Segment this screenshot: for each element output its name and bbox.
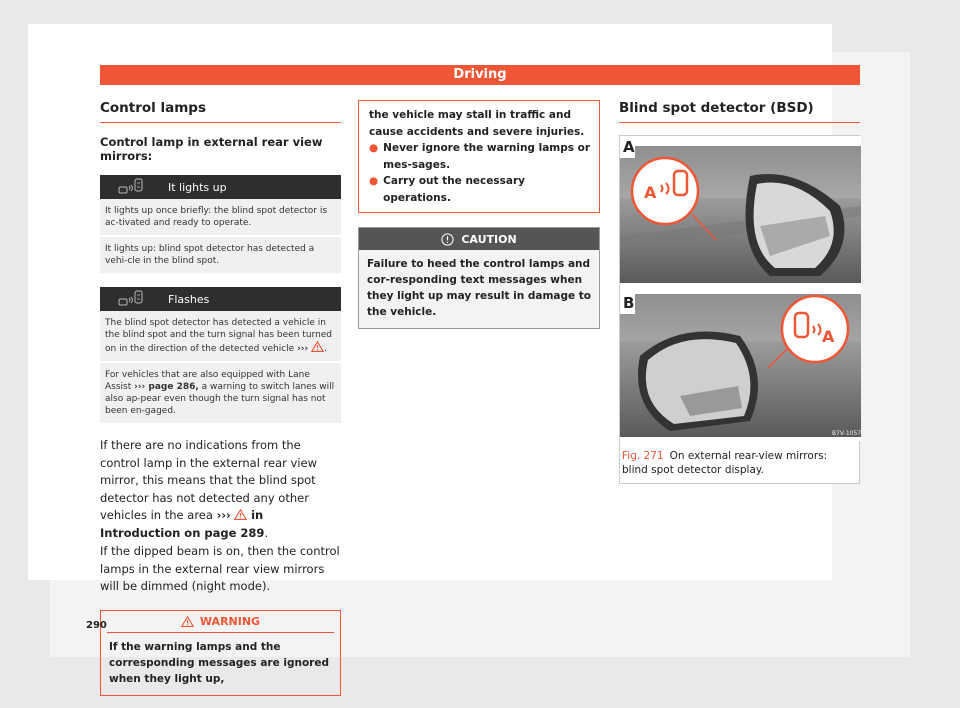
blind-spot-lamp-icon [118, 178, 158, 196]
fig-label-b: B [623, 294, 635, 312]
warning-text: If the warning lamps and the corresponding messages are ignored when they light up, [109, 640, 329, 685]
chapter-header: Driving [100, 65, 860, 85]
warning-continued [358, 100, 600, 213]
paragraph [100, 437, 341, 542]
paragraph: If the dipped beam is on, then the control lamps in the external rear view mirrors will be dimmed (night mode). [100, 544, 340, 593]
figure-image [620, 136, 861, 441]
warning-header [107, 611, 334, 633]
mirror-illustration [620, 136, 861, 441]
lamp-heading-label: It lights up [168, 180, 227, 194]
warning-icon [234, 509, 247, 520]
section-title: Blind spot detector (BSD) [619, 100, 860, 123]
list-item [369, 140, 591, 173]
svg-text:A: A [822, 327, 835, 346]
list-item [369, 173, 591, 206]
figure-caption [620, 441, 859, 477]
warning-label: WARNING [199, 614, 261, 628]
page-number: 290 [86, 620, 107, 631]
warning-icon [181, 616, 194, 627]
warning-text: the vehicle may stall in traffic and cause accidents and severe injuries. [369, 109, 585, 138]
list-item-text: Never ignore the warning lamps or mes-sages. [383, 142, 591, 171]
caution-label: CAUTION [461, 232, 517, 246]
figure [619, 135, 860, 484]
lamp-row [100, 311, 341, 363]
middle-column [358, 100, 600, 329]
lamp-row-text: The blind spot detector has detected a vehicle in the blind spot and the turn signal has been turned on in the direction of the detected vehicle [105, 318, 333, 354]
paragraph-end: . [264, 525, 269, 540]
lamp-heading-label: Flashes [168, 292, 210, 306]
figure-code: B7V-1057 [832, 430, 861, 437]
caution-header [359, 228, 599, 250]
info-circle-icon [441, 233, 454, 246]
section-title: Control lamps [100, 100, 341, 123]
lamp-heading-flashes [100, 287, 341, 311]
caution-box [358, 227, 600, 329]
warning-box [100, 610, 341, 696]
lamp-row: It lights up once briefly: the blind spot detector is ac-tivated and ready to operate. [100, 199, 341, 237]
lamp-heading-lights [100, 175, 341, 199]
bullet-icon: ● [369, 175, 379, 187]
cross-reference[interactable]: ››› [297, 344, 309, 354]
right-column [619, 100, 860, 484]
lamp-row: It lights up: blind spot detector has detected a vehi-cle in the blind spot. [100, 237, 341, 275]
warning-icon [311, 341, 324, 352]
svg-text:A: A [644, 183, 657, 202]
cross-reference[interactable]: ››› [216, 508, 231, 522]
figure-caption-text: On external rear-view mirrors: blind spot detector display. [622, 450, 828, 476]
list-item-text: Carry out the necessary operations. [383, 175, 526, 204]
page-reference-link[interactable]: in Introduction on page 289 [100, 508, 265, 540]
fig-label-a: A [623, 138, 635, 156]
figure-number: Fig. 271 [622, 450, 664, 462]
blind-spot-lamp-icon [118, 290, 158, 308]
page-reference-link[interactable]: ››› page 286, [134, 382, 199, 392]
lamp-row-text: a warning to switch lanes will also ap-pear even though the turn signal has not been en-gaged. [105, 382, 335, 416]
caution-text: Failure to heed the control lamps and cor-responding text messages when they light up may result in damage to the vehicle. [359, 250, 599, 328]
bullet-icon: ● [369, 142, 379, 154]
lamp-row-text: For vehicles that are also equipped with Lane Assist [105, 370, 310, 392]
left-column [100, 100, 341, 696]
body-text [100, 437, 341, 596]
paragraph-text: If there are no indications from the control lamp in the external rear view mirror, this means that the blind spot detector has not detected any other vehicles in the area [100, 438, 318, 522]
sub-title: Control lamp in external rear view mirrors: [100, 135, 323, 163]
lamp-row-end: . [324, 344, 327, 354]
lamp-row [100, 363, 341, 425]
